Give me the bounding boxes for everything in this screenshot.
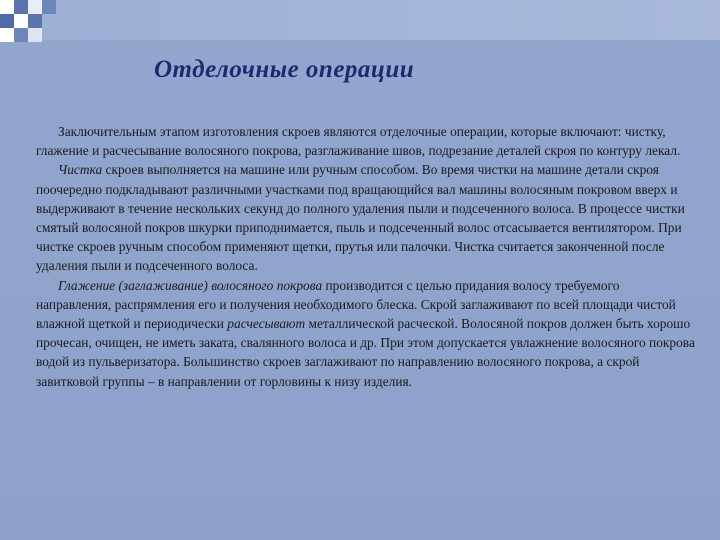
paragraph-lead: Глажение (заглаживание) волосяного покрова xyxy=(58,277,323,293)
slide-title: Отделочные операции xyxy=(154,56,415,83)
paragraph-smoothing xyxy=(36,276,696,391)
paragraph-text: металлической расческой. Волосяной покров должен быть хорошо прочесан, очищен, не иметь заката, свалянного волоса и др. При этом допускается увлажнение волосяного покрова водой из пульверизатора. Большинство скроев заглаживают по направлению волосяного покрова, а скрой завитковой группы – в направлении от горловины к низу изделия. xyxy=(36,316,695,389)
deco-square xyxy=(14,14,28,28)
paragraph-lead: Чистка xyxy=(58,162,103,178)
deco-square xyxy=(28,28,42,42)
deco-square xyxy=(28,14,42,28)
paragraph-text: производится с целью придания волосу требуемого направления, распрямления его и получения необходимого блеска. Скрой заглаживают по всей площади чистой влажной щеткой и периодически xyxy=(36,277,676,332)
deco-square xyxy=(14,28,28,42)
slide-body xyxy=(36,122,696,391)
deco-square xyxy=(42,0,56,14)
paragraph-cleaning xyxy=(36,160,696,275)
deco-square xyxy=(0,28,14,42)
paragraph-text: скроев выполняется на машине или ручным способом. Во время чистки на машине детали скроя поочередно подкладывают различными участками под вращающийся вал машины волосяным покровом вверх и выдерживают в течение нескольких секунд до полного удаления пыли и подсеченного волоса. В процессе чистки смятый волосяной покров шкурки приподнимается, пыль и подсеченный волос отсасывается вентилятором. При чистке скроев ручным способом применяют щетки, прутья или палочки. Чистка считается законченной после удаления пыли и подсеченного волоса. xyxy=(36,162,685,274)
paragraph-text: Заключительным этапом изготовления скроев являются отделочные операции, которые включают: чистку, глажение и расчесывание волосяного покрова, разглаживание швов, подрезание деталей скроя по контуру лекал. xyxy=(36,124,681,159)
corner-decoration xyxy=(0,0,80,60)
deco-square xyxy=(0,0,14,14)
deco-square xyxy=(14,0,28,14)
deco-square xyxy=(0,14,14,28)
paragraph-intro xyxy=(36,122,696,160)
paragraph-emphasis: расчесывают xyxy=(227,316,306,332)
header-band xyxy=(40,0,720,40)
deco-square xyxy=(28,0,42,14)
